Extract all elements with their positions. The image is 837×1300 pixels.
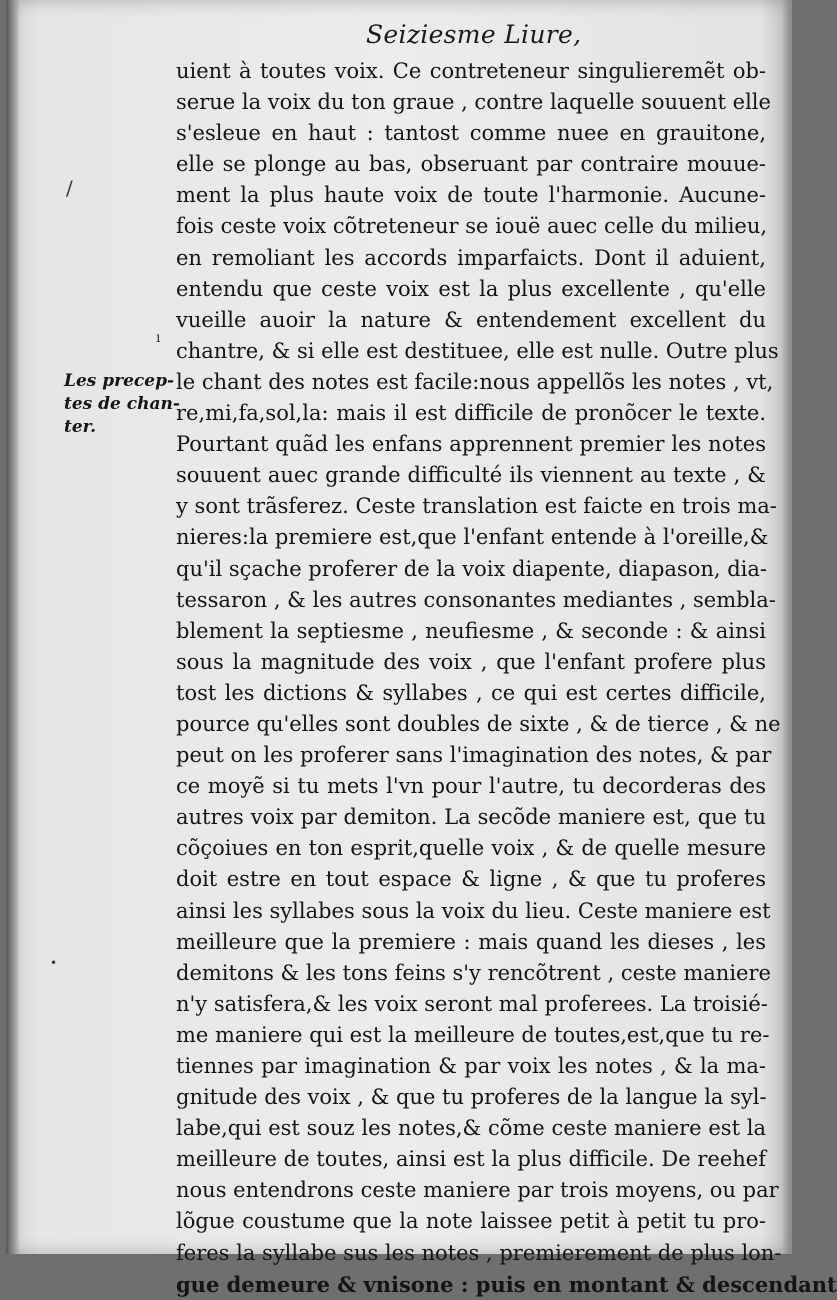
text-line: lõgue coustume que la note laissee petit à petit tu pro- — [176, 1209, 766, 1234]
body-text — [176, 56, 837, 1300]
text-line: Pourtant quãd les enfans apprennent premier les notes — [176, 432, 766, 457]
text-line: elle se plonge au bas, obseruant par contraire mouue- — [176, 152, 766, 177]
margin-stray-mark: / — [66, 176, 73, 200]
text-line: demitons & les tons feins s'y rencõtrent , ceste maniere — [176, 960, 771, 985]
text-line: y sont trãsferez. Ceste translation est faicte en trois ma- — [176, 494, 777, 519]
text-line: entendu que ceste voix est la plus excellente , qu'elle — [176, 276, 766, 301]
text-line: peut on les proferer sans l'imagination des notes, & par — [176, 743, 772, 768]
text-line: labe,qui est souz les notes,& cõme ceste maniere est la — [176, 1116, 766, 1141]
text-line: cõçoiues en ton esprit,quelle voix , & de quelle mesure — [176, 836, 766, 861]
text-line: le chant des notes est facile:nous appellõs les notes , vt, — [176, 369, 774, 394]
marginal-note — [64, 370, 184, 439]
text-line: me maniere qui est la meilleure de toutes,est,que tu re- — [176, 1022, 770, 1047]
text-line: re,mi,fa,sol,la: mais il est difficile de pronõcer le texte. — [176, 401, 766, 426]
marginal-note-line: Les precep- — [64, 371, 175, 391]
text-line: feres la syllabe sus les notes , premierement de plus lon- — [176, 1240, 782, 1265]
text-line: souuent auec grande difficulté ils viennent au texte , & — [176, 463, 766, 488]
text-line: vueille auoir la nature & entendement excellent du — [176, 307, 766, 332]
page-gutter-shadow — [6, 0, 20, 1254]
marginal-note-line: tes de chan- — [64, 394, 180, 414]
text-line: nous entendrons ceste maniere par trois moyens, ou par — [176, 1178, 779, 1203]
book-page — [6, 0, 837, 1297]
page-edge-shadow — [782, 0, 792, 1254]
text-line: tessaron , & les autres consonantes mediantes , sembla- — [176, 587, 776, 612]
running-head: Seiziesme Liure, — [366, 20, 582, 49]
text-line: doit estre en tout espace & ligne , & que tu proferes — [176, 867, 766, 892]
text-line: chantre, & si elle est destituee, elle est nulle. Outre plus — [176, 338, 779, 363]
text-line: fois ceste voix cõtreteneur se iouë auec celle du milieu, — [176, 214, 768, 239]
text-line: serue la voix du ton graue , contre laquelle souuent elle — [176, 90, 771, 115]
text-line: autres voix par demiton. La secõde maniere est, que tu — [176, 805, 766, 830]
text-line: n'y satisfera,& les voix seront mal proferees. La troisié- — [176, 991, 768, 1016]
marginal-note-line: ter. — [64, 417, 96, 437]
text-line: qu'il sçache proferer de la voix diapente, diapason, dia- — [176, 556, 768, 581]
text-line: sous la magnitude des voix , que l'enfant profere plus — [176, 649, 766, 674]
text-line: ce moyẽ si tu mets l'vn pour l'autre, tu decorderas des — [176, 774, 766, 799]
text-line: uient à toutes voix. Ce contreteneur singulieremẽt ob- — [176, 59, 766, 83]
text-line: gnitude des voix , & que tu proferes de la langue la syl- — [176, 1085, 767, 1110]
text-line: ainsi les syllabes sous la voix du lieu. Ceste maniere est — [176, 898, 771, 923]
text-line: meilleure que la premiere : mais quand les dieses , les — [176, 929, 766, 954]
text-line: blement la septiesme , neufiesme , & seconde : & ainsi — [176, 618, 766, 643]
margin-stray-mark: ı — [156, 330, 161, 346]
text-line: nieres:la premiere est,que l'enfant entende à l'oreille,& — [176, 525, 769, 550]
text-line: pource qu'elles sont doubles de sixte , & de tierce , & ne — [176, 711, 781, 736]
text-line: tost les dictions & syllabes , ce qui est certes difficile, — [176, 680, 766, 705]
text-line: en remoliant les accords imparfaicts. Dont il aduient, — [176, 245, 766, 270]
text-line: ment la plus haute voix de toute l'harmonie. Aucune- — [176, 183, 766, 208]
text-line: meilleure de toutes, ainsi est la plus difficile. De reehef — [176, 1147, 766, 1172]
text-line: gue demeure & vnisone : puis en montant & descendant — [176, 1271, 837, 1297]
margin-stray-mark: • — [50, 956, 58, 970]
text-line: s'esleue en haut : tantost comme nuee en grauitone, — [176, 121, 766, 146]
text-line: tiennes par imagination & par voix les notes , & la ma- — [176, 1054, 766, 1078]
